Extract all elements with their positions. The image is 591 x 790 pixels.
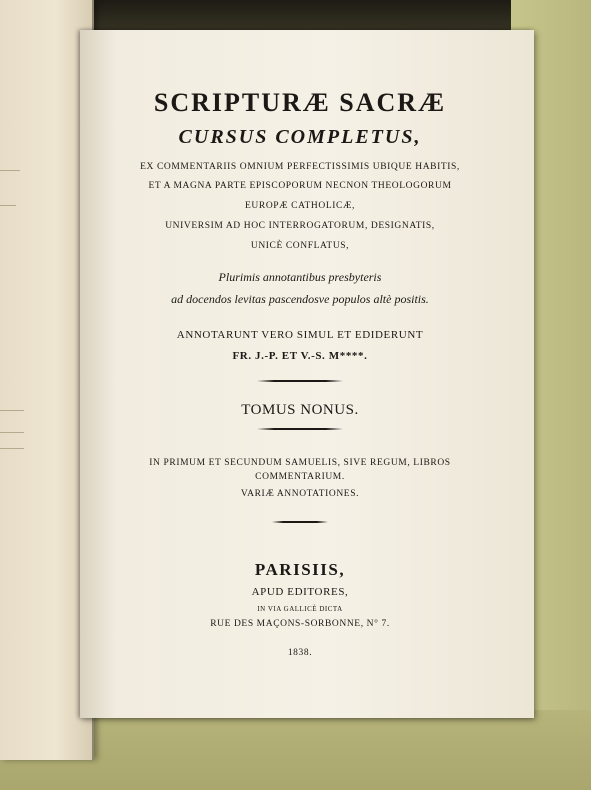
volume-title: TOMUS NONUS. xyxy=(241,402,359,418)
main-subtitle: CURSUS COMPLETUS, xyxy=(178,126,422,148)
contents-line: IN PRIMUM ET SECUNDUM SAMUELIS, SIVE REGUM, LIBROS xyxy=(149,458,451,468)
left-page-mark xyxy=(0,448,24,449)
editors-names: FR. J.-P. ET V.-S. M****. xyxy=(232,350,368,362)
description-line: ET A MAGNA PARTE EPISCOPORUM NECNON THEOLOGORUM xyxy=(148,181,452,191)
main-title: SCRIPTURÆ SACRÆ xyxy=(153,88,447,117)
description-line: EUROPÆ CATHOLICÆ, xyxy=(245,201,355,211)
editors-heading: ANNOTARUNT VERO SIMUL ET EDIDERUNT xyxy=(176,329,424,341)
publisher: APUD EDITORES, xyxy=(251,586,349,598)
left-page-mark xyxy=(0,410,24,411)
title-page-content xyxy=(90,30,510,718)
italic-line: Plurimis annotantibus presbyteris xyxy=(218,270,382,284)
divider-rule xyxy=(257,380,343,382)
street-line: RUE DES MAÇONS-SORBONNE, N° 7. xyxy=(210,619,390,629)
publication-year: 1838. xyxy=(287,648,313,658)
italic-line: ad docendos levitas pascendosve populos altè positis. xyxy=(171,292,429,306)
left-page-mark xyxy=(0,432,24,433)
left-page-mark xyxy=(0,170,20,171)
contents-line: VARIÆ ANNOTATIONES. xyxy=(240,489,360,499)
divider-rule xyxy=(272,521,328,523)
place-of-publication: PARISIIS, xyxy=(254,560,346,579)
divider-rule xyxy=(257,428,343,430)
street-line: IN VIA GALLICÈ DICTA xyxy=(257,605,343,613)
left-page-mark xyxy=(0,205,16,206)
description-line: EX COMMENTARIIS OMNIUM PERFECTISSIMIS UBIQUE HABITIS, xyxy=(140,162,460,172)
contents-line: COMMENTARIUM. xyxy=(255,472,345,482)
description-line: UNIVERSIM AD HOC INTERROGATORUM, DESIGNATIS, xyxy=(165,221,435,231)
description-line: UNICÈ CONFLATUS, xyxy=(250,241,350,251)
title-page xyxy=(80,30,534,718)
